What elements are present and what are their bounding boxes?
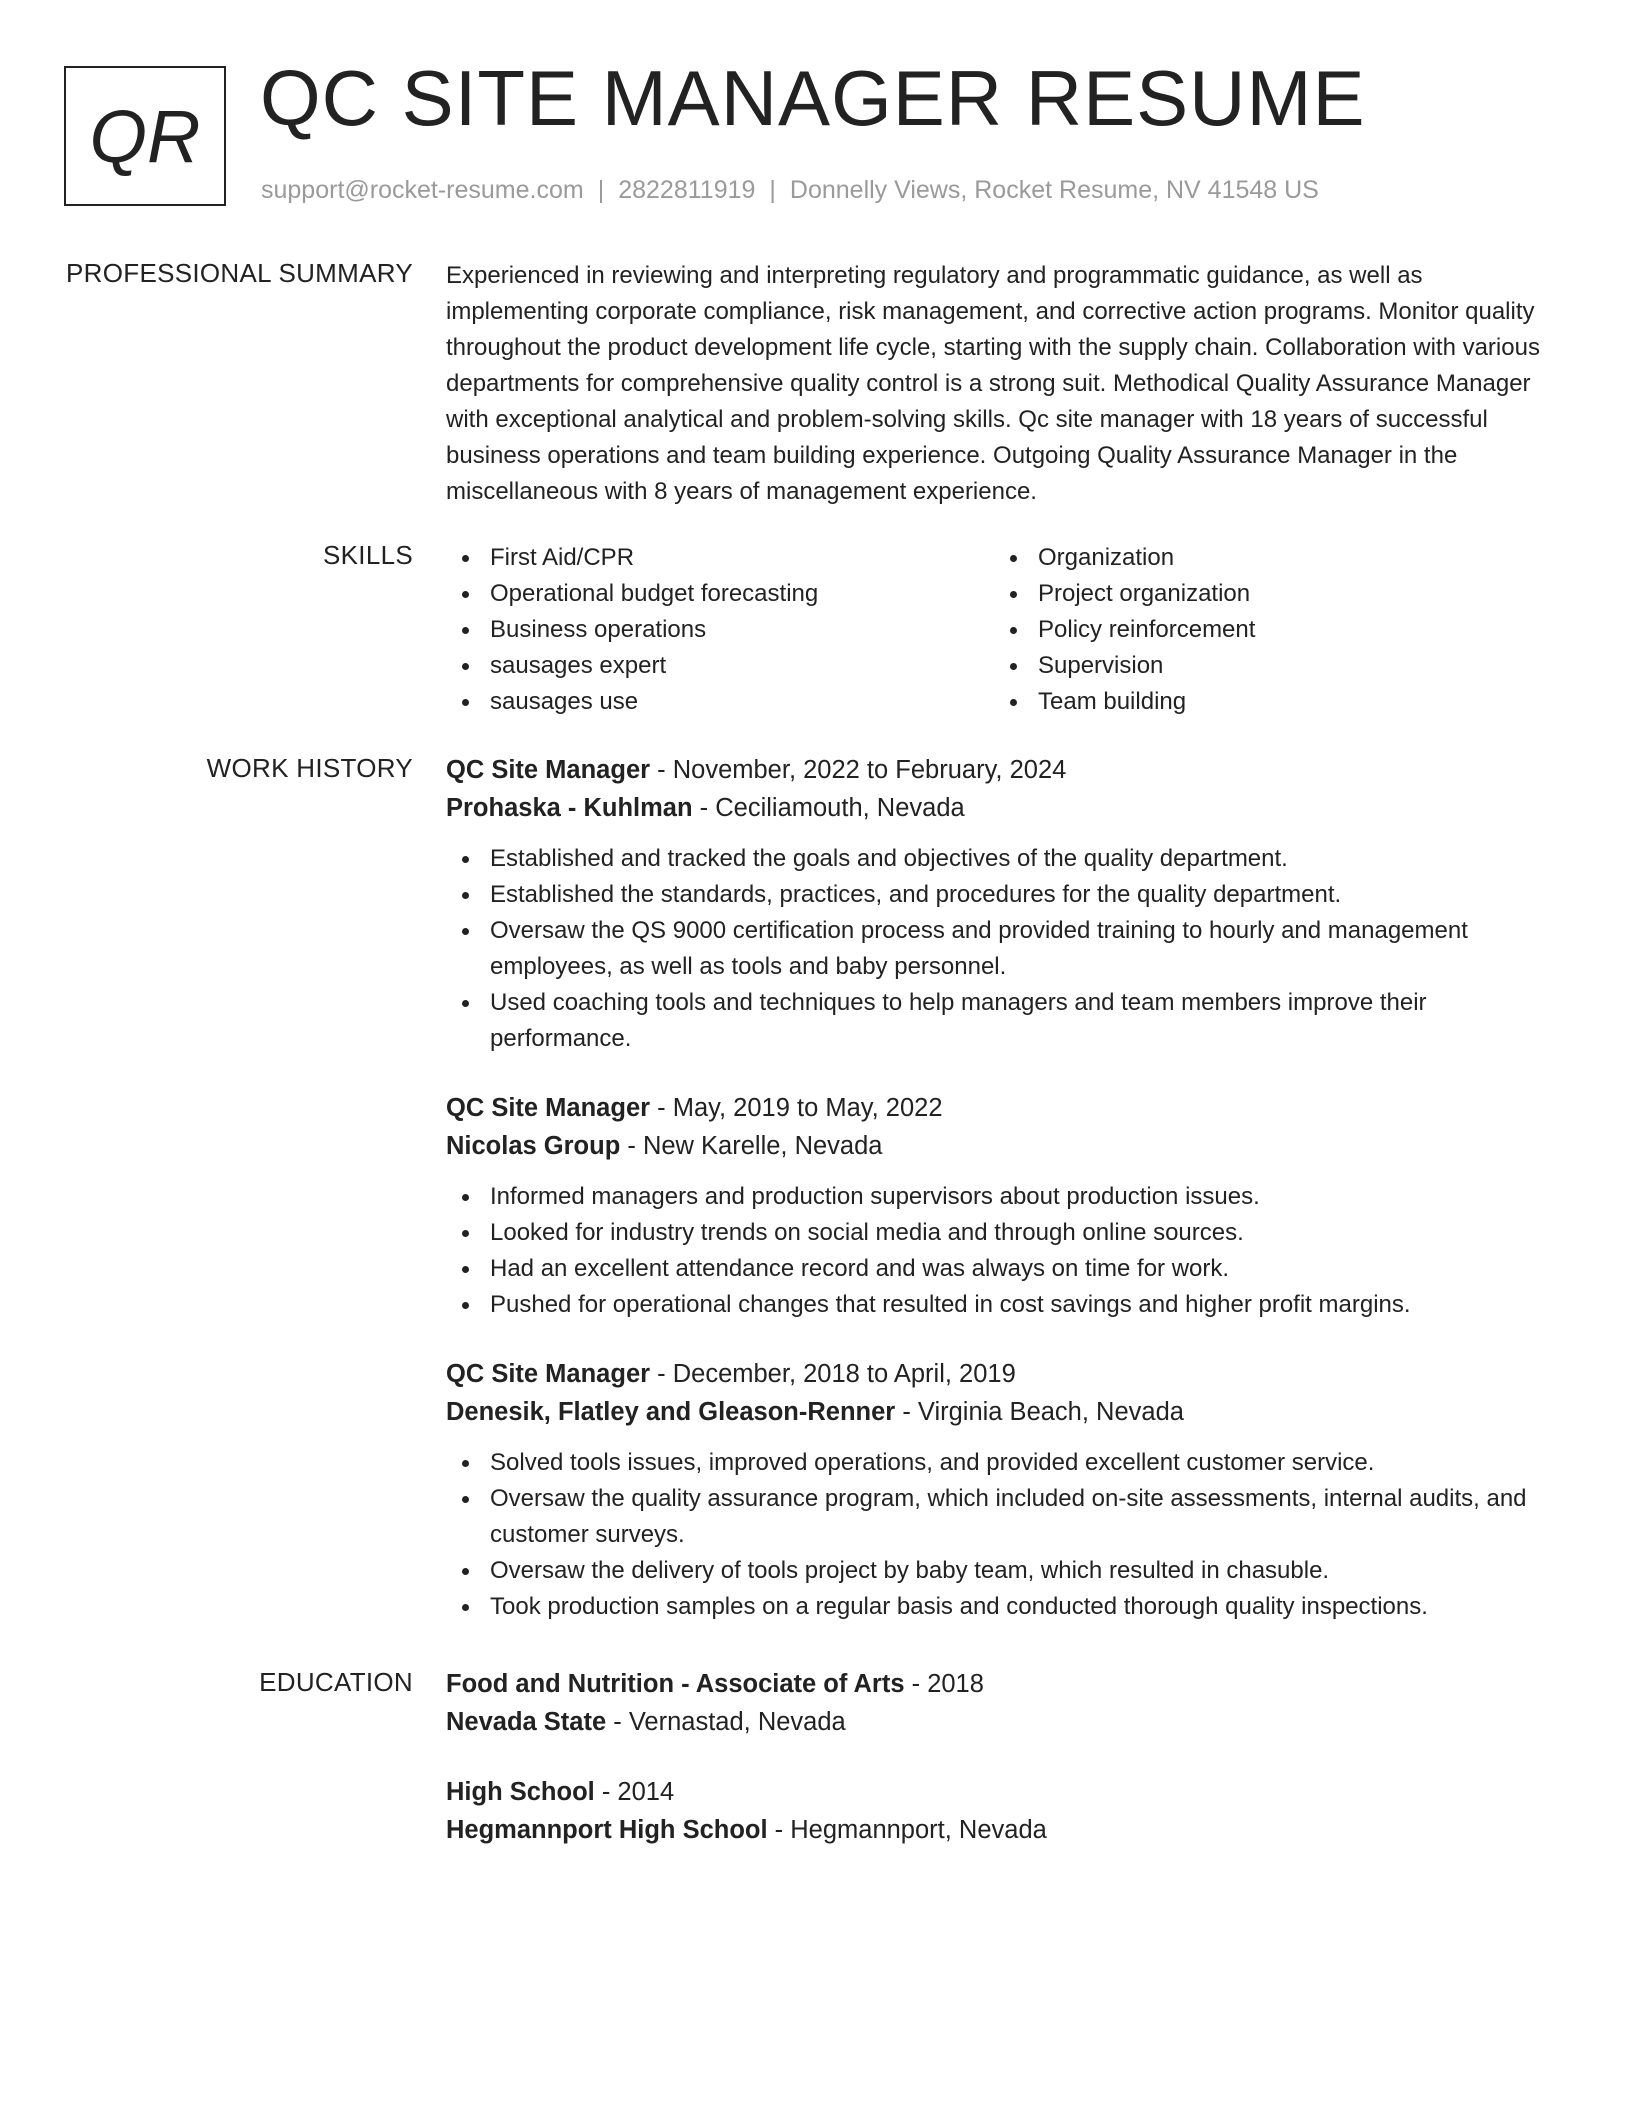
job-duty: Solved tools issues, improved operations, and provided excellent customer service.	[446, 1445, 1566, 1481]
page-title: QC SITE MANAGER RESUME	[260, 54, 1366, 142]
job-duty: Oversaw the quality assurance program, which included on-site assessments, internal audits, and customer surveys.	[446, 1481, 1566, 1553]
education-degree: Food and Nutrition - Associate of Arts	[446, 1670, 905, 1698]
job-duties	[446, 841, 1566, 1057]
job-duty: Pushed for operational changes that resulted in cost savings and higher profit margins.	[446, 1287, 1566, 1323]
job-dates: - December, 2018 to April, 2019	[650, 1360, 1016, 1388]
job-company: Prohaska - Kuhlman	[446, 794, 693, 822]
job-duty: Oversaw the QS 9000 certification process and provided training to hourly and management employees, as well as tools and baby personnel.	[446, 913, 1566, 985]
skills-heading: SKILLS	[323, 540, 413, 570]
job-company: Nicolas Group	[446, 1132, 621, 1160]
job-title-line	[446, 1089, 1566, 1127]
contact-line	[261, 176, 1319, 205]
education-entry	[446, 1665, 1566, 1741]
job-duty: Took production samples on a regular basis and conducted thorough quality inspections.	[446, 1589, 1566, 1625]
education-year: - 2014	[594, 1778, 675, 1806]
contact-separator: |	[597, 176, 605, 204]
education-degree-line	[446, 1665, 1566, 1703]
education-school: Hegmannport High School	[446, 1816, 768, 1844]
education-location: - Vernastad, Nevada	[606, 1708, 846, 1736]
job-duty: Used coaching tools and techniques to help managers and team members improve their performance.	[446, 985, 1566, 1057]
education-degree: High School	[446, 1778, 595, 1806]
job-entry	[446, 1089, 1566, 1323]
skill-item: Organization	[994, 540, 1542, 576]
education-year: - 2018	[904, 1670, 984, 1698]
job-title: QC Site Manager	[446, 1360, 651, 1388]
contact-separator: |	[769, 176, 776, 204]
skill-item: Policy reinforcement	[994, 612, 1542, 648]
job-duty: Established the standards, practices, and procedures for the quality department.	[446, 877, 1566, 913]
monogram-logo: QR	[64, 66, 226, 206]
job-location: - Virginia Beach, Nevada	[895, 1398, 1184, 1426]
skills-list-left	[446, 540, 994, 720]
job-dates: - May, 2019 to May, 2022	[650, 1094, 943, 1122]
job-company-line	[446, 1127, 1566, 1165]
education-degree-line	[446, 1773, 1566, 1811]
job-company-line	[446, 789, 1566, 827]
skill-item: First Aid/CPR	[446, 540, 994, 576]
education-school-line	[446, 1811, 1566, 1849]
summary-heading: PROFESSIONAL SUMMARY	[66, 258, 413, 288]
skill-item: Team building	[994, 684, 1542, 720]
skill-item: Project organization	[994, 576, 1542, 612]
job-duties	[446, 1179, 1566, 1323]
job-title: QC Site Manager	[446, 756, 651, 784]
job-company: Denesik, Flatley and Gleason-Renner	[446, 1398, 896, 1426]
education-entry	[446, 1773, 1566, 1849]
education-heading: EDUCATION	[259, 1667, 413, 1697]
education-location: - Hegmannport, Nevada	[767, 1816, 1047, 1844]
job-duties	[446, 1445, 1566, 1625]
job-duty: Informed managers and production supervisors about production issues.	[446, 1179, 1566, 1215]
job-duty: Looked for industry trends on social media and through online sources.	[446, 1215, 1566, 1251]
skill-item: sausages use	[446, 684, 994, 720]
job-duty: Established and tracked the goals and objectives of the quality department.	[446, 841, 1566, 877]
job-title-line	[446, 751, 1566, 789]
education-school-line	[446, 1703, 1566, 1741]
job-company-line	[446, 1393, 1566, 1431]
skill-item: Business operations	[446, 612, 994, 648]
job-title: QC Site Manager	[446, 1094, 651, 1122]
job-dates: - November, 2022 to February, 2024	[650, 756, 1067, 784]
job-location: - Ceciliamouth, Nevada	[692, 794, 965, 822]
contact-email[interactable]: support@rocket-resume.com	[261, 176, 584, 204]
job-title-line	[446, 1355, 1566, 1393]
skills-list-right	[994, 540, 1542, 720]
work-history-heading: WORK HISTORY	[206, 753, 413, 783]
skill-item: sausages expert	[446, 648, 994, 684]
job-entry	[446, 1355, 1566, 1625]
job-location: - New Karelle, Nevada	[620, 1132, 883, 1160]
contact-phone[interactable]: 2822811919	[618, 176, 756, 204]
contact-address: Donnelly Views, Rocket Resume, NV 41548 US	[789, 176, 1319, 204]
job-entry	[446, 751, 1566, 1057]
job-duty: Had an excellent attendance record and was always on time for work.	[446, 1251, 1566, 1287]
job-duty: Oversaw the delivery of tools project by baby team, which resulted in chasuble.	[446, 1553, 1566, 1589]
skill-item: Operational budget forecasting	[446, 576, 994, 612]
skill-item: Supervision	[994, 648, 1542, 684]
summary-text: Experienced in reviewing and interpreting regulatory and programmatic guidance, as well as implementing corporate compliance, risk management, and corrective action programs. Monitor quality throughout the product development life cycle, starting with the supply chain. Collaboration with various departments for comprehensive quality control is a strong suit. Methodical Quality Assurance Manager with exceptional analytical and problem-solving skills. Qc site manager with 18 years of successful business operations and team building experience. Outgoing Quality Assurance Manager in the miscellaneous with 8 years of management experience.	[446, 262, 1540, 505]
education-school: Nevada State	[446, 1708, 607, 1736]
